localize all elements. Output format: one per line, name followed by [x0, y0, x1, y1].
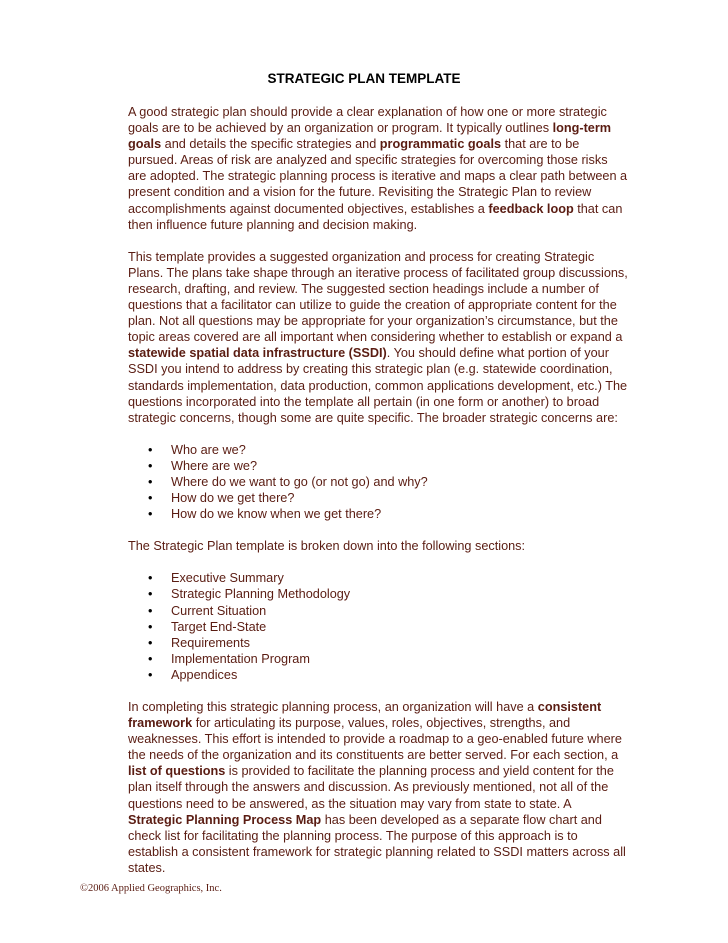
list-item: • Strategic Planning Methodology [128, 586, 628, 602]
list-item: • Target End-State [128, 619, 628, 635]
copyright-footer: ©2006 Applied Geographics, Inc. [80, 883, 222, 894]
list-item: • Requirements [128, 635, 628, 651]
bold-term-process-map: Strategic Planning Process Map [128, 812, 322, 827]
list-item: • Who are we? [128, 442, 628, 458]
list-item: • Executive Summary [128, 570, 628, 586]
bold-term-consistent-framework: consistent framework [128, 700, 602, 731]
sections-intro: The Strategic Plan template is broken down into the following sections: [128, 539, 526, 554]
bold-term-programmatic-goals: programmatic goals [379, 137, 502, 152]
template-paragraph: This template provides a suggested organization and process for creating Strategic Plans. The plans take shape through an iterative process of facilitated group discussions, research, drafting, and review. The suggested section headings include a number of questions that a facilitator can utilize to guide the creation of appropriate content for the plan. Not all questions may be appropriate for your organization’s circumstance, but the topic areas covered are all important when considering whether to establish or expand a statewide spatial data infrastructure (SSDI). You should define what portion of your SSDI you intend to address by creating this strategic plan (e.g. statewide coordination, standards implementation, data production, common applications development, etc.) The questions incorporated into the template all pertain (in one form or another) to broad strategic concerns, though some are quite specific. The broader strategic concerns are: [128, 249, 628, 425]
document-body [128, 104, 628, 876]
bold-term-ssdi: statewide spatial data infrastructure (SSDI) [128, 346, 387, 361]
list-item: • Appendices [128, 667, 628, 683]
list-item: • How do we get there? [128, 490, 628, 506]
framework-paragraph: In completing this strategic planning process, an organization will have a consistent framework for articulating its purpose, values, roles, objectives, strengths, and weaknesses. This effort is intended to provide a roadmap to a geo-enabled future where the needs of the organization and its constituents are better served. For each section, a list of questions is provided to facilitate the planning process and yield content for the plan itself through the answers and discussion. As previously mentioned, not all of the questions need to be answered, as the situation may vary from state to state. A Strategic Planning Process Map has been developed as a separate flow chart and check list for facilitating the planning process. The purpose of this approach is to establish a consistent framework for strategic planning related to SSDI matters across all states. [128, 700, 626, 875]
intro-paragraph: A good strategic plan should provide a clear explanation of how one or more strategic goals are to be achieved by an organization or program. It typically outlines long-term goals and details the specific strategies and programmatic goals that are to be pursued. Areas of risk are analyzed and specific strategies for overcoming those risks are adopted. The strategic planning process is iterative and maps a clear path between a present condition and a vision for the future. Revisiting the Strategic Plan to review accomplishments against documented objectives, establishes a feedback loop that can then influence future planning and decision making. [128, 105, 628, 232]
list-item: • Where are we? [128, 458, 628, 474]
strategic-concerns-list [128, 442, 628, 522]
list-item: • Current Situation [128, 603, 628, 619]
list-item: • Where do we want to go (or not go) and why? [128, 474, 628, 490]
list-item: • Implementation Program [128, 651, 628, 667]
bold-term-long-term-goals: long-term goals [128, 121, 612, 152]
sections-list [128, 570, 628, 683]
bold-term-list-of-questions: list of questions [128, 764, 226, 779]
document-title: STRATEGIC PLAN TEMPLATE [267, 71, 461, 86]
list-item: • How do we know when we get there? [128, 506, 628, 522]
bold-term-feedback-loop: feedback loop [488, 201, 574, 216]
